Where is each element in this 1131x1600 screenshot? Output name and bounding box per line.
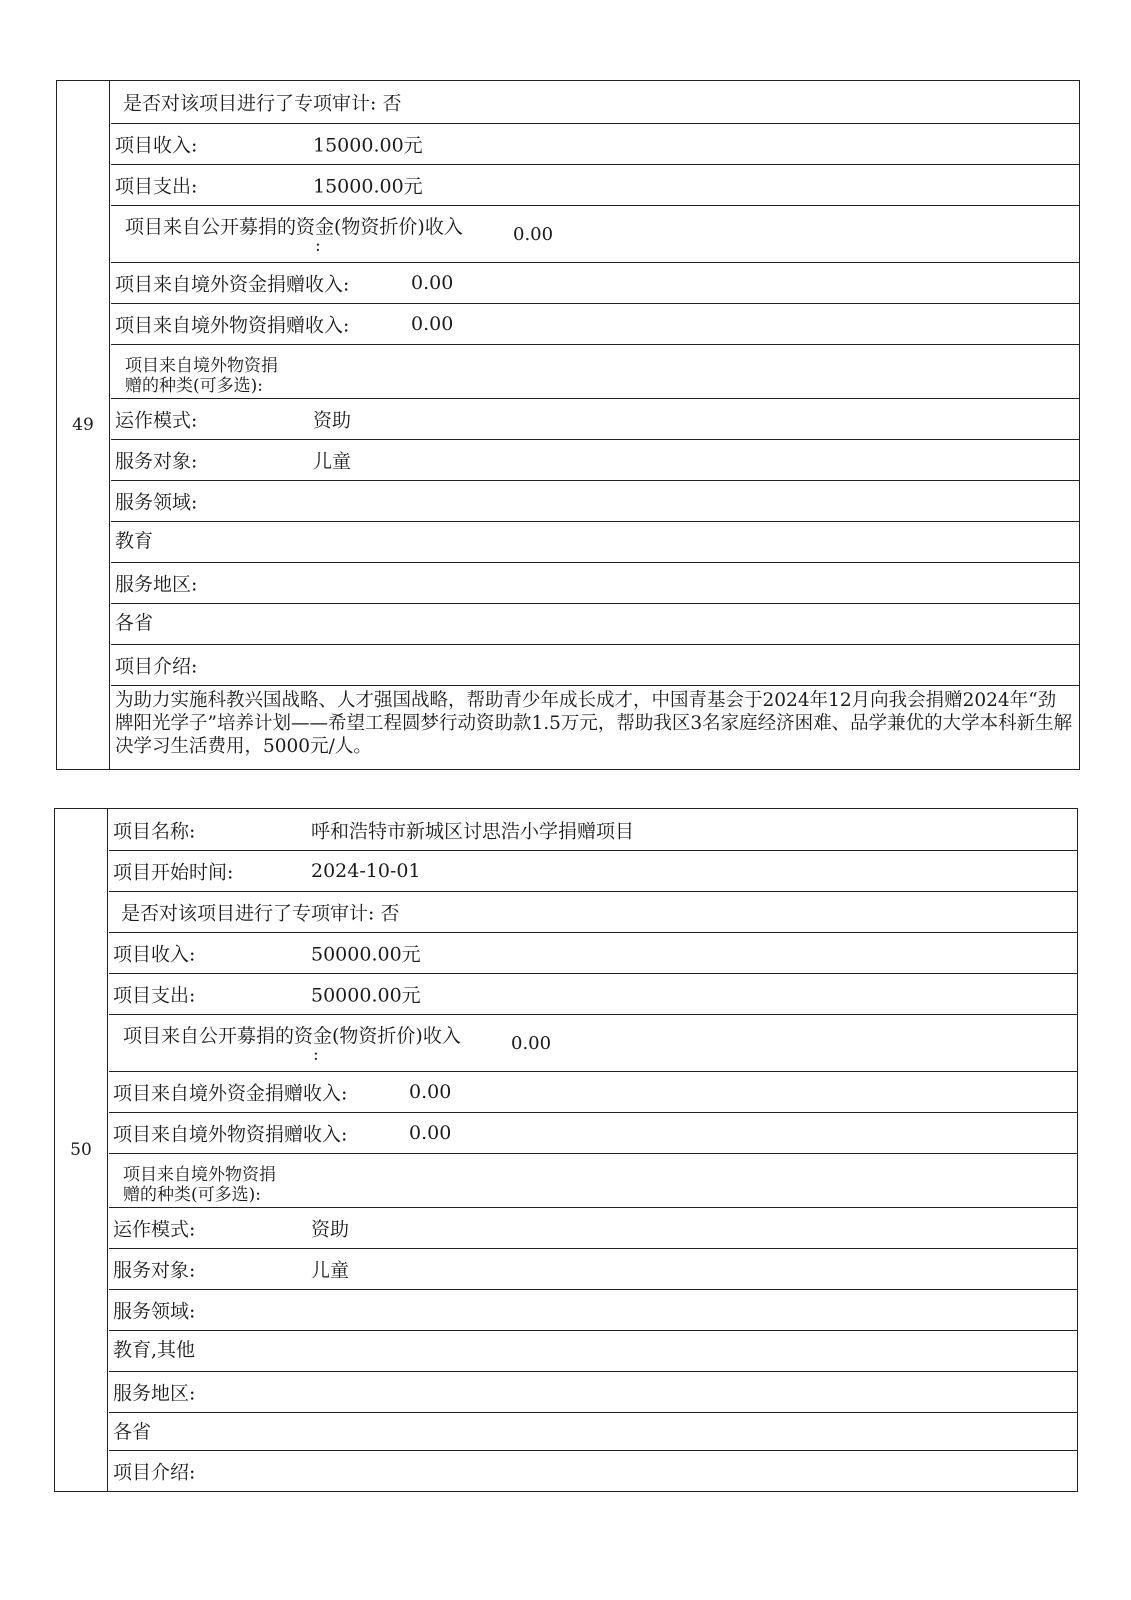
record-number: 50: [55, 809, 108, 1491]
foreign-money-value: 0.00: [409, 1081, 452, 1103]
mode-label: 运作模式:: [113, 1218, 196, 1241]
audit-text: 是否对该项目进行了专项审计: 否: [121, 902, 400, 925]
goods-kind-row: [109, 1154, 1077, 1208]
public-fund-row: [111, 206, 1079, 263]
start-value: 2024-10-01: [311, 860, 421, 882]
audit-text: 是否对该项目进行了专项审计: 否: [123, 92, 402, 115]
region-value-row: [109, 1413, 1077, 1451]
foreign-goods-label: 项目来自境外物资捐赠收入:: [113, 1123, 348, 1146]
mode-value: 资助: [313, 409, 352, 432]
foreign-goods-label: 项目来自境外物资捐赠收入:: [115, 314, 350, 337]
goods-kind-row: [111, 345, 1079, 399]
income-value: 50000.00元: [311, 943, 421, 966]
mode-label: 运作模式:: [115, 409, 198, 432]
region-label-row: [111, 563, 1079, 604]
expense-row: [109, 974, 1077, 1015]
project-record-49: [56, 80, 1080, 770]
intro-label-row: [111, 645, 1079, 686]
region-value: 各省: [113, 1421, 152, 1443]
project-record-50: [54, 808, 1078, 1492]
income-label: 项目收入:: [115, 134, 198, 157]
target-label: 服务对象:: [113, 1259, 196, 1282]
target-label: 服务对象:: [115, 450, 198, 473]
income-row: [111, 124, 1079, 165]
audit-row: [109, 892, 1077, 933]
intro-label: 项目介绍:: [115, 655, 198, 678]
field-label-row: [109, 1290, 1077, 1331]
intro-text: 为助力实施科教兴国战略、人才强国战略，帮助青少年成长成才，中国青基会于2024年12月向我会捐赠2024年“劲牌阳光学子”培养计划——希望工程圆梦行动资助款1.5万元，帮助我区3名家庭经济困难、品学兼优的大学本科新生解决学习生活费用，5000元/人。: [115, 690, 1073, 757]
goods-kind-label-line2: 赠的种类(可多选):: [125, 376, 263, 396]
public-fund-colon: :: [313, 1045, 319, 1065]
target-value: 儿童: [311, 1259, 350, 1282]
intro-text-row: [111, 686, 1079, 768]
field-label-row: [111, 481, 1079, 522]
expense-value: 15000.00元: [313, 175, 423, 198]
field-value: 教育: [115, 530, 154, 552]
target-row: [111, 440, 1079, 481]
expense-label: 项目支出:: [115, 175, 198, 198]
field-value: 教育,其他: [113, 1339, 196, 1361]
audit-row: [111, 81, 1079, 124]
public-fund-label: 项目来自公开募捐的资金(物资折价)收入: [123, 1025, 461, 1047]
expense-row: [111, 165, 1079, 206]
public-fund-value: 0.00: [511, 1033, 552, 1054]
field-value-row: [111, 522, 1079, 563]
public-fund-label: 项目来自公开募捐的资金(物资折价)收入: [125, 216, 463, 238]
name-row: [109, 809, 1077, 851]
mode-value: 资助: [311, 1218, 350, 1241]
name-value: 呼和浩特市新城区讨思浩小学捐赠项目: [311, 820, 635, 842]
region-label: 服务地区:: [113, 1382, 196, 1405]
intro-label: 项目介绍:: [113, 1461, 196, 1483]
foreign-money-label: 项目来自境外资金捐赠收入:: [115, 273, 350, 296]
public-fund-row: [109, 1015, 1077, 1072]
record-number: 49: [57, 81, 110, 769]
target-row: [109, 1249, 1077, 1290]
public-fund-colon: :: [315, 236, 321, 256]
field-value-row: [109, 1331, 1077, 1372]
foreign-goods-row: [109, 1113, 1077, 1154]
foreign-money-value: 0.00: [411, 272, 454, 294]
foreign-money-label: 项目来自境外资金捐赠收入:: [113, 1082, 348, 1105]
foreign-money-row: [111, 263, 1079, 304]
field-label: 服务领域:: [113, 1300, 196, 1323]
mode-row: [109, 1208, 1077, 1249]
foreign-goods-value: 0.00: [409, 1122, 452, 1144]
expense-label: 项目支出:: [113, 984, 196, 1007]
region-value: 各省: [115, 612, 154, 634]
start-label: 项目开始时间:: [113, 861, 234, 884]
region-value-row: [111, 604, 1079, 645]
foreign-goods-value: 0.00: [411, 313, 454, 335]
expense-value: 50000.00元: [311, 984, 421, 1007]
goods-kind-label-line1: 项目来自境外物资捐: [123, 1165, 276, 1185]
public-fund-value: 0.00: [513, 224, 554, 245]
foreign-money-row: [109, 1072, 1077, 1113]
income-label: 项目收入:: [113, 943, 196, 966]
target-value: 儿童: [313, 450, 352, 473]
region-label-row: [109, 1372, 1077, 1413]
income-value: 15000.00元: [313, 134, 423, 157]
field-label: 服务领域:: [115, 491, 198, 514]
goods-kind-label-line2: 赠的种类(可多选):: [123, 1185, 261, 1205]
mode-row: [111, 399, 1079, 440]
income-row: [109, 933, 1077, 974]
intro-label-row: [109, 1451, 1077, 1490]
foreign-goods-row: [111, 304, 1079, 345]
region-label: 服务地区:: [115, 573, 198, 596]
goods-kind-label-line1: 项目来自境外物资捐: [125, 356, 278, 376]
start-row: [109, 851, 1077, 892]
name-label: 项目名称:: [113, 820, 196, 842]
